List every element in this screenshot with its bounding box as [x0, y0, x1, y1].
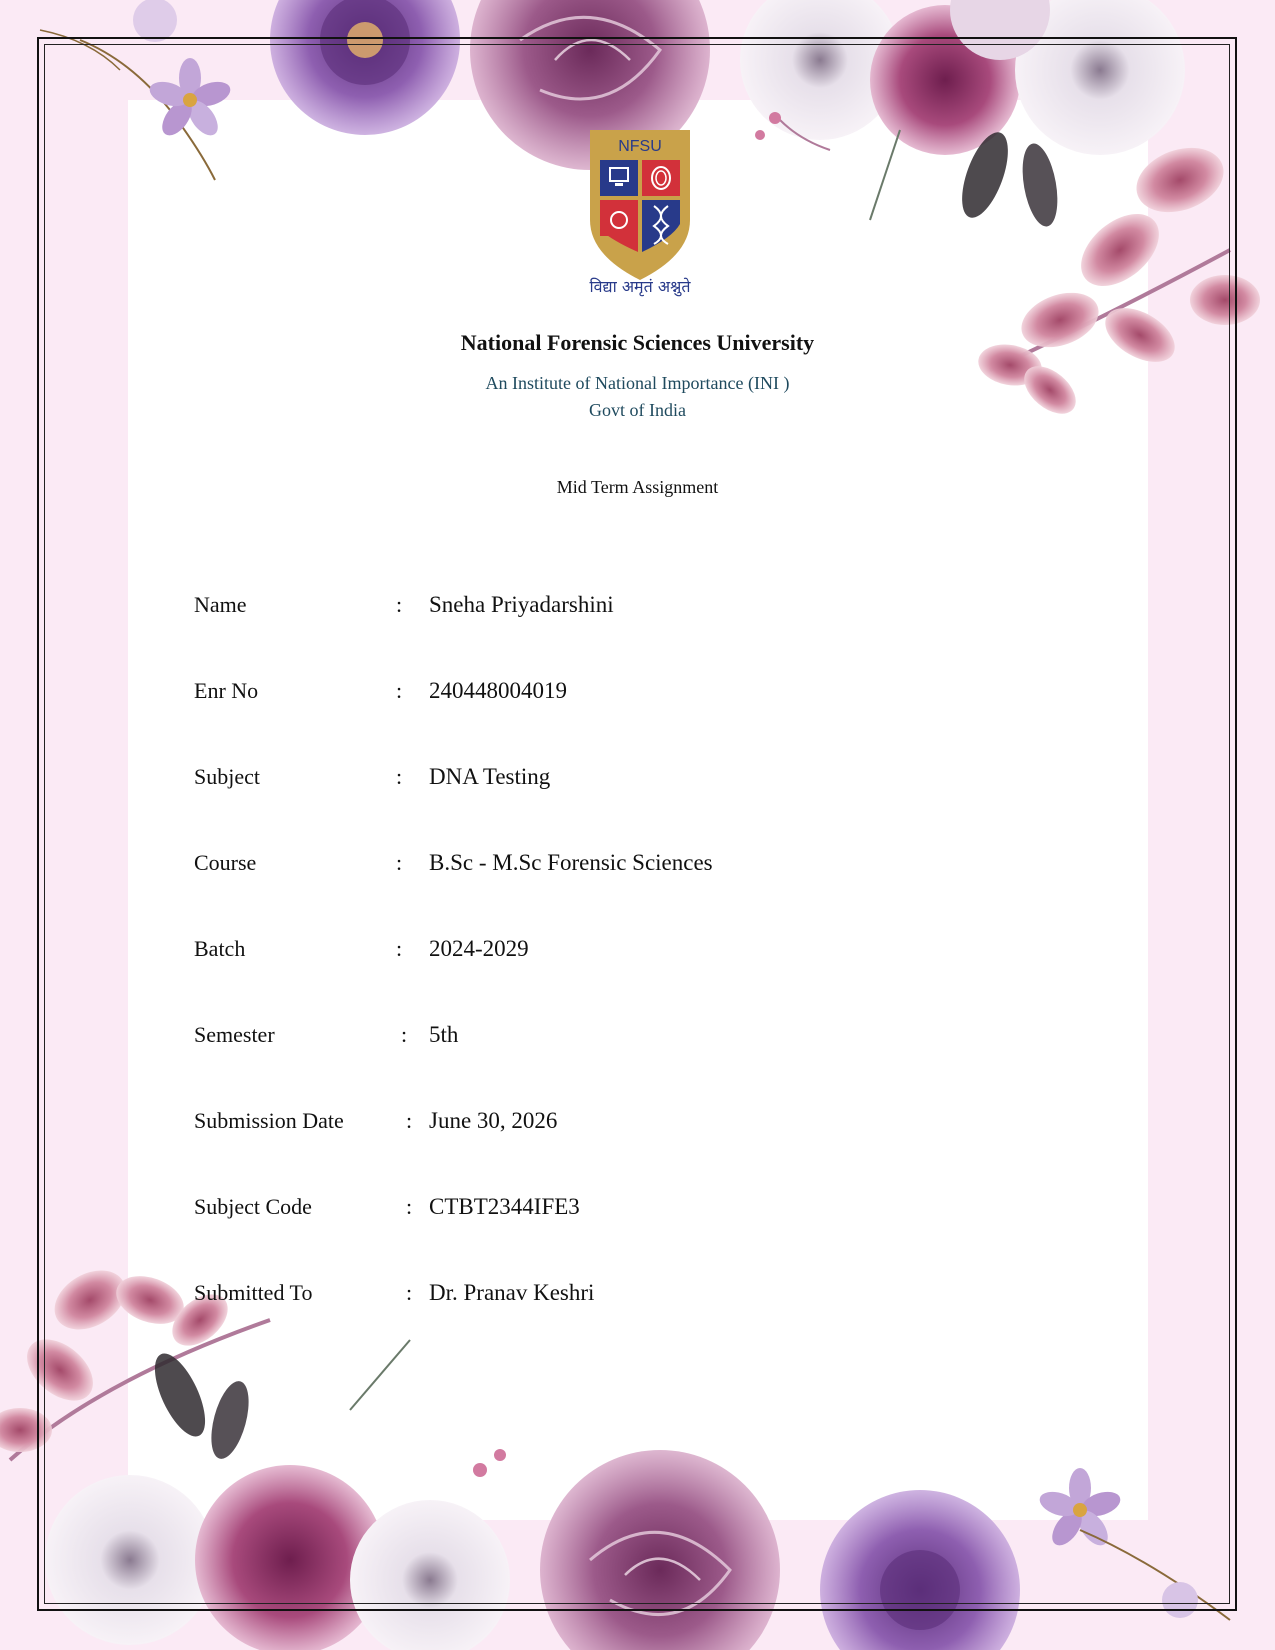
field-separator: : [406, 1108, 413, 1133]
field-value: B.Sc - M.Sc Forensic Sciences [429, 850, 713, 875]
field-separator: : [406, 1280, 413, 1305]
field-label: Course [194, 850, 257, 875]
field-value: 240448004019 [429, 678, 567, 703]
field-separator: : [396, 936, 403, 961]
field-label: Name [194, 592, 247, 617]
university-subtitle: An Institute of National Importance (INI ) [485, 373, 790, 393]
field-value: June 30, 2026 [429, 1108, 558, 1133]
field-label: Enr No [194, 678, 259, 703]
field-value: 5th [429, 1022, 459, 1047]
field-value: DNA Testing [429, 764, 551, 789]
government-label: Govt of India [589, 400, 686, 420]
document-title: Mid Term Assignment [556, 477, 719, 497]
field-label: Batch [194, 936, 246, 961]
field-label: Subject [194, 764, 260, 789]
university-name: National Forensic Sciences University [460, 330, 815, 355]
field-separator: : [396, 764, 403, 789]
field-separator: : [406, 1194, 413, 1219]
field-label: Semester [194, 1022, 275, 1047]
field-value: Sneha Priyadarshini [429, 592, 614, 617]
field-separator: : [396, 592, 403, 617]
field-label: Submission Date [194, 1108, 344, 1133]
field-separator: : [401, 1022, 408, 1047]
logo-motto: विद्या अमृतं अश्नुते [589, 277, 691, 296]
field-separator: : [396, 678, 403, 703]
nfsu-logo [560, 120, 720, 310]
field-separator: : [396, 850, 403, 875]
field-value: 2024-2029 [429, 936, 529, 961]
field-value: Dr. Pranav Keshri [429, 1280, 595, 1305]
field-value: CTBT2344IFE3 [429, 1194, 580, 1219]
field-label: Subject Code [194, 1194, 312, 1219]
field-label: Submitted To [194, 1280, 313, 1305]
logo-abbrev: NFSU [618, 138, 662, 155]
